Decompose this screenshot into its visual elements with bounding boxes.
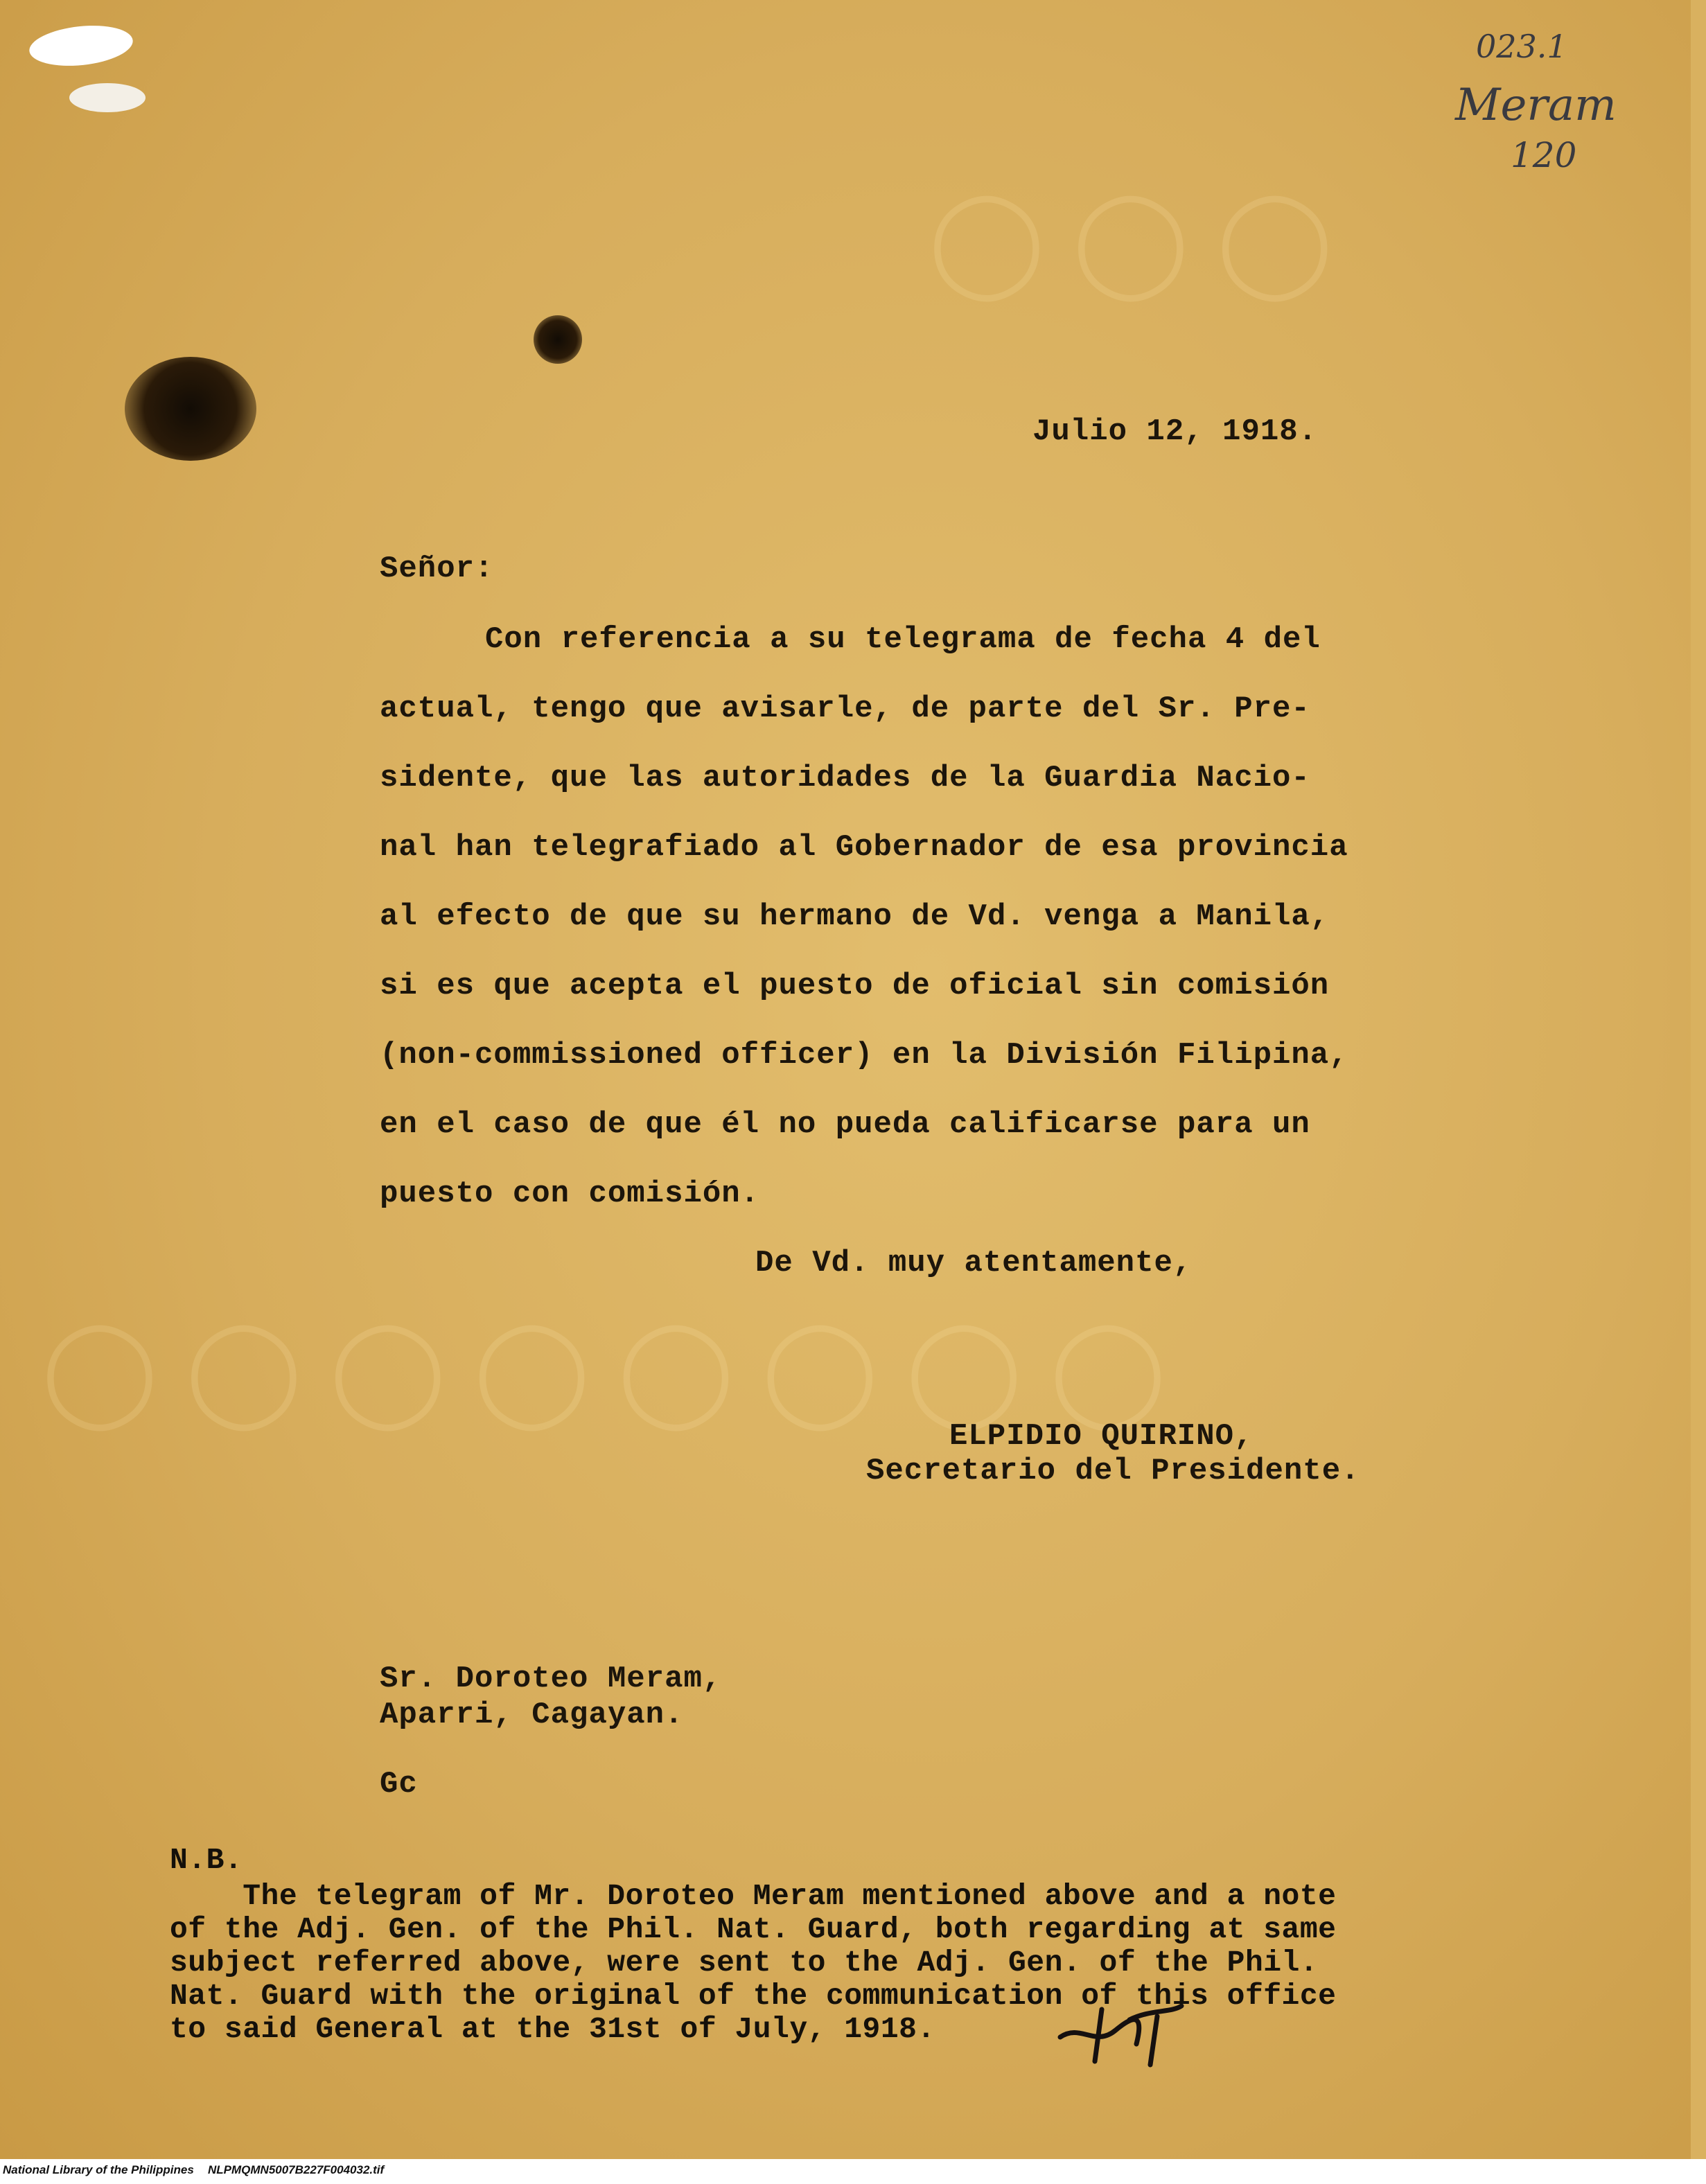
letter-body-line: al efecto de que su hermano de Vd. venga a Manila,: [380, 899, 1330, 934]
signer-title: Secretario del Presidente.: [866, 1454, 1360, 1488]
note-line: The telegram of Mr. Doroteo Meram mentioned above and a note: [170, 1879, 1337, 1913]
file-annotation-code: 023.1: [1476, 28, 1567, 65]
scan-footer: [0, 2159, 1706, 2184]
letter-body-line: puesto con comisión.: [380, 1177, 760, 1211]
file-annotation-number: 120: [1511, 135, 1577, 175]
punch-hole-top: [27, 21, 134, 70]
ink-blot-small: [534, 315, 582, 364]
library-credit: National Library of the Philippines: [3, 2163, 194, 2176]
letter-body-line: si es que acepta el puesto de oficial sin comisión: [380, 969, 1330, 1003]
ink-blot-large: [125, 357, 256, 461]
handwritten-initials-signature: [1053, 1996, 1192, 2072]
letter-body-line: en el caso de que él no pueda calificarse para un: [380, 1107, 1310, 1142]
letter-body-line: (non-commissioned officer) en la División Filipina,: [380, 1038, 1348, 1073]
letter-body-line: actual, tengo que avisarle, de parte del Sr. Pre-: [380, 692, 1310, 726]
letter-body-line: nal han telegrafiado al Gobernador de esa provincia: [380, 830, 1348, 865]
note-line: of the Adj. Gen. of the Phil. Nat. Guard, both regarding at same: [170, 1912, 1337, 1946]
note-line: Nat. Guard with the original of the communication of this office: [170, 1979, 1337, 2013]
letter-body-line: sidente, que las autoridades de la Guardia Nacio-: [380, 761, 1310, 795]
note-line: subject referred above, were sent to the Adj. Gen. of the Phil.: [170, 1946, 1319, 1980]
file-annotation-name: Meram: [1455, 80, 1617, 131]
letter-date: Julio 12, 1918.: [1032, 414, 1318, 449]
letter-closing: De Vd. muy atentamente,: [755, 1246, 1193, 1280]
signer-name: ELPIDIO QUIRINO,: [949, 1419, 1254, 1454]
recipient-address: Aparri, Cagayan.: [380, 1698, 684, 1732]
scan-file-id: NLPMQMN5007B227F004032.tif: [208, 2163, 385, 2176]
letter-body-line: Con referencia a su telegrama de fecha 4 del: [485, 622, 1321, 657]
paper-watermark-top: ◯◯◯: [929, 184, 1361, 299]
typist-initials: Gc: [380, 1767, 418, 1802]
note-line: to said General at the 31st of July, 1918.: [170, 2012, 935, 2046]
paper-watermark-middle: ◯◯◯◯◯◯◯◯: [42, 1313, 1194, 1428]
note-heading: N.B.: [170, 1843, 243, 1877]
recipient-name: Sr. Doroteo Meram,: [380, 1662, 722, 1696]
letter-salutation: Señor:: [380, 552, 494, 586]
punch-hole-bottom: [69, 83, 146, 112]
